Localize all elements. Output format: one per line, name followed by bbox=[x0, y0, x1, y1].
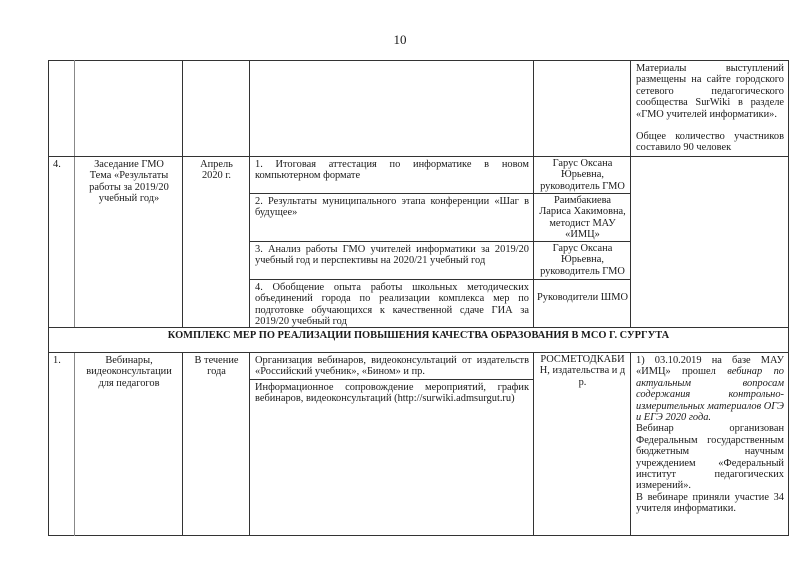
topic-item: Организация вебинаров, видеоконсультаций от издательств «Российский учебник», «Бином» и пр. bbox=[255, 355, 529, 378]
result-text: Общее количество участников составило 90 человек bbox=[636, 131, 784, 154]
topic-item: 2. Результаты муниципального этапа конференции «Шаг в будущее» bbox=[255, 196, 529, 219]
col-divider bbox=[630, 60, 631, 327]
row-divider bbox=[249, 193, 630, 194]
row-divider bbox=[249, 241, 630, 242]
result-text: В вебинаре приняли участие 34 учителя информатики. bbox=[636, 491, 784, 515]
event-title: Заседание ГМО Тема «Результаты работы за 2019/20 учебный год» bbox=[89, 159, 169, 205]
row-divider bbox=[249, 279, 630, 280]
responsible-person: Раимбакиева Лариса Хакимовна, методист МАУ «ИМЦ» bbox=[539, 195, 626, 241]
responsible-person: Гарус Оксана Юрьевна, руководитель ГМО bbox=[540, 243, 625, 277]
col-divider bbox=[533, 352, 534, 536]
responsible-person: РОСМЕТОДКАБИН, издательства и др. bbox=[539, 354, 626, 388]
page-number: 10 bbox=[393, 32, 407, 47]
row-divider bbox=[249, 379, 533, 380]
col-divider bbox=[630, 352, 631, 536]
row-number: 1. bbox=[53, 355, 61, 366]
result-text: Вебинар организован Федеральным государственным бюджетным научным учреждением «Федеральный институт педагогических измерений». bbox=[636, 423, 784, 492]
topic-item: 3. Анализ работы ГМО учителей информатики за 2019/20 учебный год и перспективы на 2020/21 учебный год bbox=[255, 244, 529, 267]
section-header: КОМПЛЕКС МЕР ПО РЕАЛИЗАЦИИ ПОВЫШЕНИЯ КАЧЕСТВА ОБРАЗОВАНИЯ В МСО Г. СУРГУТА bbox=[167, 330, 670, 341]
col-divider bbox=[182, 60, 183, 327]
row-number: 4. bbox=[53, 159, 61, 170]
topic-item: 1. Итоговая аттестация по информатике в новом компьютерном формате bbox=[255, 159, 529, 182]
event-date: Апрель 2020 г. bbox=[200, 159, 233, 182]
event-title: Вебинары, видеоконсультации для педагогов bbox=[86, 355, 172, 389]
col-divider bbox=[182, 352, 183, 536]
continuation-result-cell bbox=[632, 62, 788, 155]
topic-item: Информационное сопровождение мероприятий, график вебинаров, видеоконсультаций (http://surwiki.admsurgut.ru) bbox=[255, 382, 529, 405]
col-divider bbox=[74, 60, 75, 327]
topic-item: 4. Обобщение опыта работы школьных методических объединений города по реализации комплекса мер по подготовке обучающихся к качественной сдаче ГИА за 2019/20 учебный год bbox=[255, 282, 529, 328]
row-divider bbox=[48, 352, 789, 353]
result-text: 1) 03.10.2019 на базе МАУ «ИМЦ» прошел bbox=[636, 355, 784, 378]
responsible-person: Руководители ШМО bbox=[537, 292, 628, 303]
responsible-person: Гарус Оксана Юрьевна, руководитель ГМО bbox=[540, 158, 625, 192]
row1-result-cell bbox=[632, 354, 788, 516]
row-divider bbox=[48, 156, 789, 157]
result-text-italic: вебинар по актуальным вопросам содержания контрольно-измерительных материалов ОГЭ и ЕГЭ 2020 года. bbox=[636, 366, 784, 424]
event-date: В течение года bbox=[194, 355, 239, 378]
col-divider bbox=[74, 352, 75, 536]
result-text: Материалы выступлений размещены на сайте городского сетевого педагогического сообщества SurWiki в разделе «ГМО учителей информатики». bbox=[636, 63, 784, 120]
